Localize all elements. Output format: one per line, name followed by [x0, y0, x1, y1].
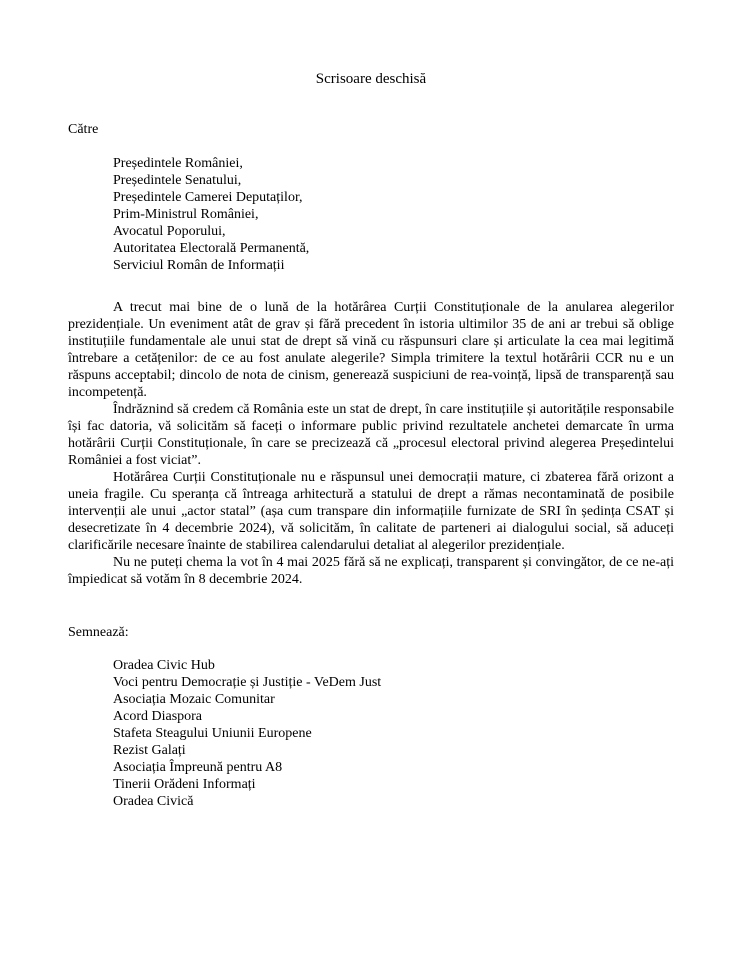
recipient-line: Prim-Ministrul României, — [113, 207, 259, 222]
signatories-list — [113, 657, 674, 810]
signatory-line: Rezist Galați — [113, 743, 186, 758]
signatory-line: Oradea Civică — [113, 794, 194, 809]
signatory-line: Asociația Împreună pentru A8 — [113, 760, 283, 775]
signatory-line: Acord Diaspora — [113, 709, 203, 724]
salutation-label: Către — [68, 122, 99, 137]
signatory-line: Asociația Mozaic Comunitar — [113, 692, 275, 707]
letter-body — [68, 299, 674, 588]
signatory-line: Oradea Civic Hub — [113, 658, 215, 673]
body-paragraph: Nu ne puteți chema la vot în 4 mai 2025 fără să ne explicați, transparent și convingător, de ce ne-ați împiedicat să votăm în 8 decembrie 2024. — [68, 555, 674, 587]
signoff-label: Semnează: — [68, 625, 129, 640]
body-paragraph: Îndrăznind să credem că România este un stat de drept, în care instituțiile și autoritățile responsabile își fac datoria, vă solicităm să faceți o informare public privind rezultatele anchetei demarcate în urma hotărârii Curții Constituționale, în care se precizează că „procesul electoral privind alegerea Președintelui României a fost viciat”. — [68, 402, 674, 468]
signatory-line: Voci pentru Democrație și Justiție - VeDem Just — [113, 675, 382, 690]
letter-title: Scrisoare deschisă — [315, 71, 427, 87]
signatory-line: Stafeta Steagului Uniunii Europene — [113, 726, 312, 741]
recipient-line: Autoritatea Electorală Permanentă, — [113, 241, 310, 256]
recipient-line: Serviciul Român de Informații — [113, 258, 285, 273]
recipient-line: Președintele României, — [113, 156, 243, 171]
body-paragraph: Hotărârea Curții Constituționale nu e răspunsul unei democrații mature, ci zbaterea fără orizont a uneia fragile. Cu speranța că întreaga arhitectură a statului de drept a rămas necontaminată de posibile intervenții ale unui „actor statal” (așa cum transpare din informațiile furnizate de SRI în ședința CSAT și desecretizate în 4 decembrie 2024), vă solicităm, în calitate de parteneri ai dialogului social, să aduceți clarificările necesare înainte de stabilirea calendarului detaliat al alegerilor prezidențiale. — [68, 470, 674, 553]
signatory-line: Tinerii Orădeni Informați — [113, 777, 256, 792]
recipient-line: Avocatul Poporului, — [113, 224, 226, 239]
recipient-line: Președintele Senatului, — [113, 173, 242, 188]
recipients-list — [113, 155, 674, 274]
recipient-line: Președintele Camerei Deputaților, — [113, 190, 303, 205]
body-paragraph: A trecut mai bine de o lună de la hotărârea Curții Constituționale de la anularea alegerilor prezidențiale. Un eveniment atât de grav și fără precedent în istoria ultimilor 35 de ani ar trebui să oblige instituțiile fundamentale ale unui stat de drept să vină cu răspunsuri clare și articulate la cea mai legitimă întrebare a cetățenilor: de ce au fost anulate alegerile? Simpla trimitere la textul hotărârii CCR nu e un răspuns acceptabil; dincolo de nota de cinism, generează suspiciuni de rea-voință, lipsă de transparență sau incompetență. — [68, 300, 674, 400]
